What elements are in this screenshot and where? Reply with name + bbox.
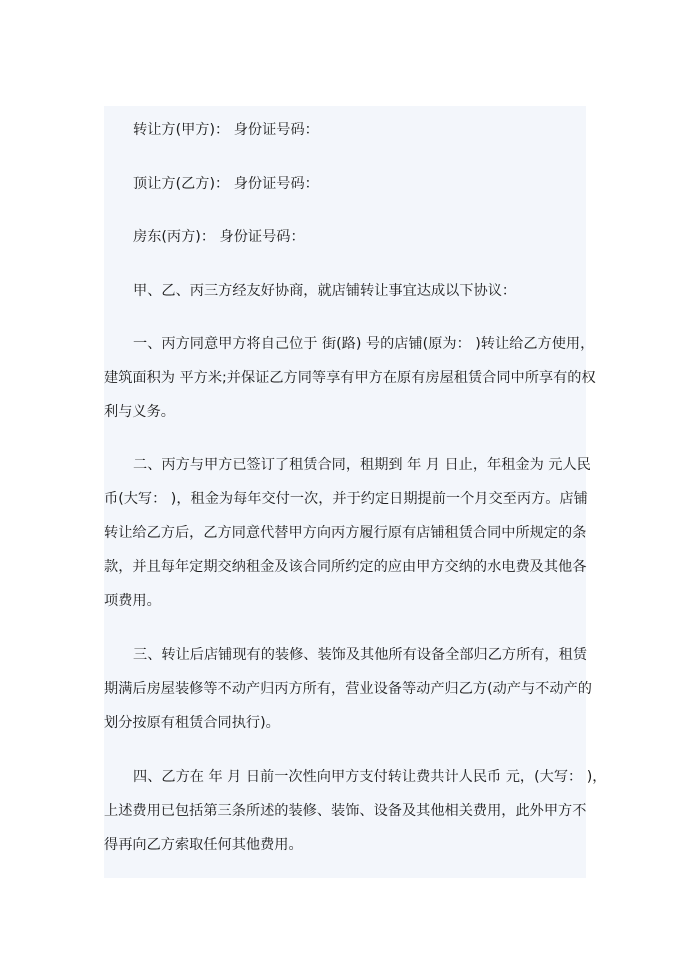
clause-2-line-5: 项费用。 bbox=[104, 593, 161, 609]
clause-3-line-3: 划分按原有租赁合同执行)。 bbox=[104, 715, 280, 731]
clause-2-line-4: 款，并且每年定期交纳租金及该合同所约定的应由甲方交纳的水电费及其他各 bbox=[104, 559, 587, 575]
clause-4-line-2: 上述费用已包括第三条所述的装修、装饰、设备及其他相关费用，此外甲方不 bbox=[104, 803, 587, 819]
document-page bbox=[104, 106, 607, 878]
clause-1-line-2: 建筑面积为 平方米;并保证乙方同等享有甲方在原有房屋租赁合同中所享有的权 bbox=[104, 370, 596, 386]
clause-3-line-2: 期满后房屋装修等不动产归丙方所有，营业设备等动产归乙方(动产与不动产的 bbox=[104, 681, 592, 697]
party-transferee: 顶让方(乙方)： 身份证号码： bbox=[133, 176, 319, 192]
clause-1-line-3: 利与义务。 bbox=[104, 404, 175, 420]
party-landlord: 房东(丙方)： 身份证号码： bbox=[133, 229, 305, 245]
agreement-intro: 甲、乙、丙三方经友好协商，就店铺转让事宜达成以下协议： bbox=[133, 283, 517, 299]
party-transferor: 转让方(甲方)： 身份证号码： bbox=[133, 122, 319, 138]
clause-4-line-3: 得再向乙方索取任何其他费用。 bbox=[104, 837, 303, 853]
clause-2-line-2: 币(大写： )，租金为每年交付一次，并于约定日期提前一个月交至丙方。店铺 bbox=[104, 491, 588, 507]
clause-1-line-1: 一、丙方同意甲方将自己位于 街(路) 号的店铺(原为： )转让给乙方使用， bbox=[133, 336, 595, 352]
clause-2-line-1: 二、丙方与甲方已签订了租赁合同，租期到 年 月 日止，年租金为 元人民 bbox=[133, 457, 591, 473]
clause-3-line-1: 三、转让后店铺现有的装修、装饰及其他所有设备全部归乙方所有，租赁 bbox=[133, 647, 588, 663]
clause-2-line-3: 转让给乙方后，乙方同意代替甲方向丙方履行原有店铺租赁合同中所规定的条 bbox=[104, 525, 587, 541]
clause-4-line-1: 四、乙方在 年 月 日前一次性向甲方支付转让费共计人民币 元，(大写： )， bbox=[133, 769, 607, 785]
